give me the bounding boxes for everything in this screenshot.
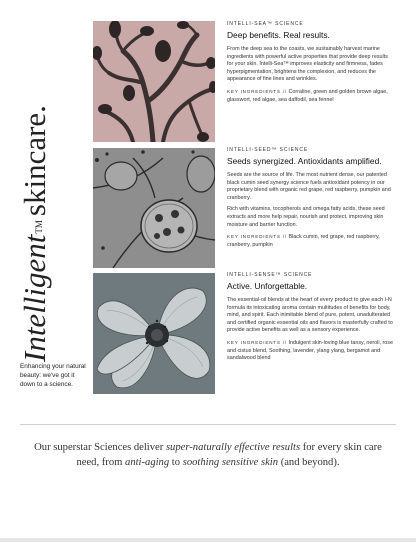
title-trademark: TM [34,220,44,234]
section-body: The essential-oil blends at the heart of every product to give each I-N formula its intoxicating aroma contain multitudes of benefits for body, mind, and spirit. Each inimitable blend of pure, potent, unadulterated and certified organic essential oils and flavors is masterfully crafted to provide active benefits as well as a sensory experience. [227,297,393,334]
key-ingredients [227,88,395,104]
section-body: Seeds are the source of life. The most nutrient dense, our patented black cumin seed synergy science fuels antioxidant potency in our proprietary blend with organic red grape, red raspberry, pumpkin and cranberry. [227,172,391,201]
bottom-edge-bar [0,538,416,542]
section-body-2: Rich with vitamins, tocopherols and omega fatty acids, these seed extracts and more help repair, nourish and protect, improving skin moisture and barrier function. [227,206,385,228]
seed-pod-photo [93,148,215,268]
summary-emphasis: anti-aging [125,457,170,468]
section-label: INTELLI-SEED™ SCIENCE [227,147,309,153]
vertical-title [18,92,52,362]
key-ingredients-label: KEY INGREDIENTS // [227,88,288,94]
section-heading: Seeds synergized. Antioxidants amplified. [227,156,382,166]
section-intelli-seed [227,147,395,249]
sea-algae-photo [93,21,215,142]
title-regular: skincare. [17,105,52,217]
section-body: From the deep sea to the coasts, we sustainably harvest marine ingredients with powerful active properties that provide deep results for your skin. Intelli-Sea™ improves elasticity and firmness, fades hyperpigmentation, brightens the complexion, and reduces the appearance of fine lines and wrinkles. [227,46,388,83]
section-label: INTELLI-SENSE™ SCIENCE [227,272,313,278]
key-ingredients-text: Indulgent skin-loving blue tansy, neroli, rose and cistus blend, Soothing, lavender, ylang ylang, bergamot and sandalwood blend [227,339,393,362]
summary-emphasis: super-naturally effective results [165,442,301,453]
key-ingredients [227,339,395,363]
summary-part: to [169,457,183,468]
key-ingredients-label: KEY INGREDIENTS // [227,339,288,345]
key-ingredients [227,233,395,249]
summary-emphasis: soothing sensitive skin [182,457,279,468]
section-intelli-sense [227,272,395,363]
summary-statement [24,440,392,470]
section-intelli-sea [227,21,395,104]
key-ingredients-text: Black cumin, red grape, red raspberry, cranberry, pumpkin [227,234,380,248]
title-text [18,105,52,362]
flower-photo [93,273,215,394]
summary-part: (and beyond). [278,457,340,468]
key-ingredients-text: Corraline, green and golden brown algae, glasswort, red algae, sea daffodil, sea fennel [227,88,388,103]
section-label: INTELLI-SEA™ SCIENCE [227,21,304,27]
summary-part: Our superstar Sciences deliver [34,442,166,453]
section-heading: Active. Unforgettable. [227,281,308,291]
divider [20,424,396,425]
key-ingredients-label: KEY INGREDIENTS // [227,234,288,240]
summary-part: for every skin care need, from [76,442,382,468]
title-italic: Intelligent [17,234,52,362]
tagline: Enhancing your natural beauty: we've got it down to a science. [20,363,86,388]
section-heading: Deep benefits. Real results. [227,30,330,40]
